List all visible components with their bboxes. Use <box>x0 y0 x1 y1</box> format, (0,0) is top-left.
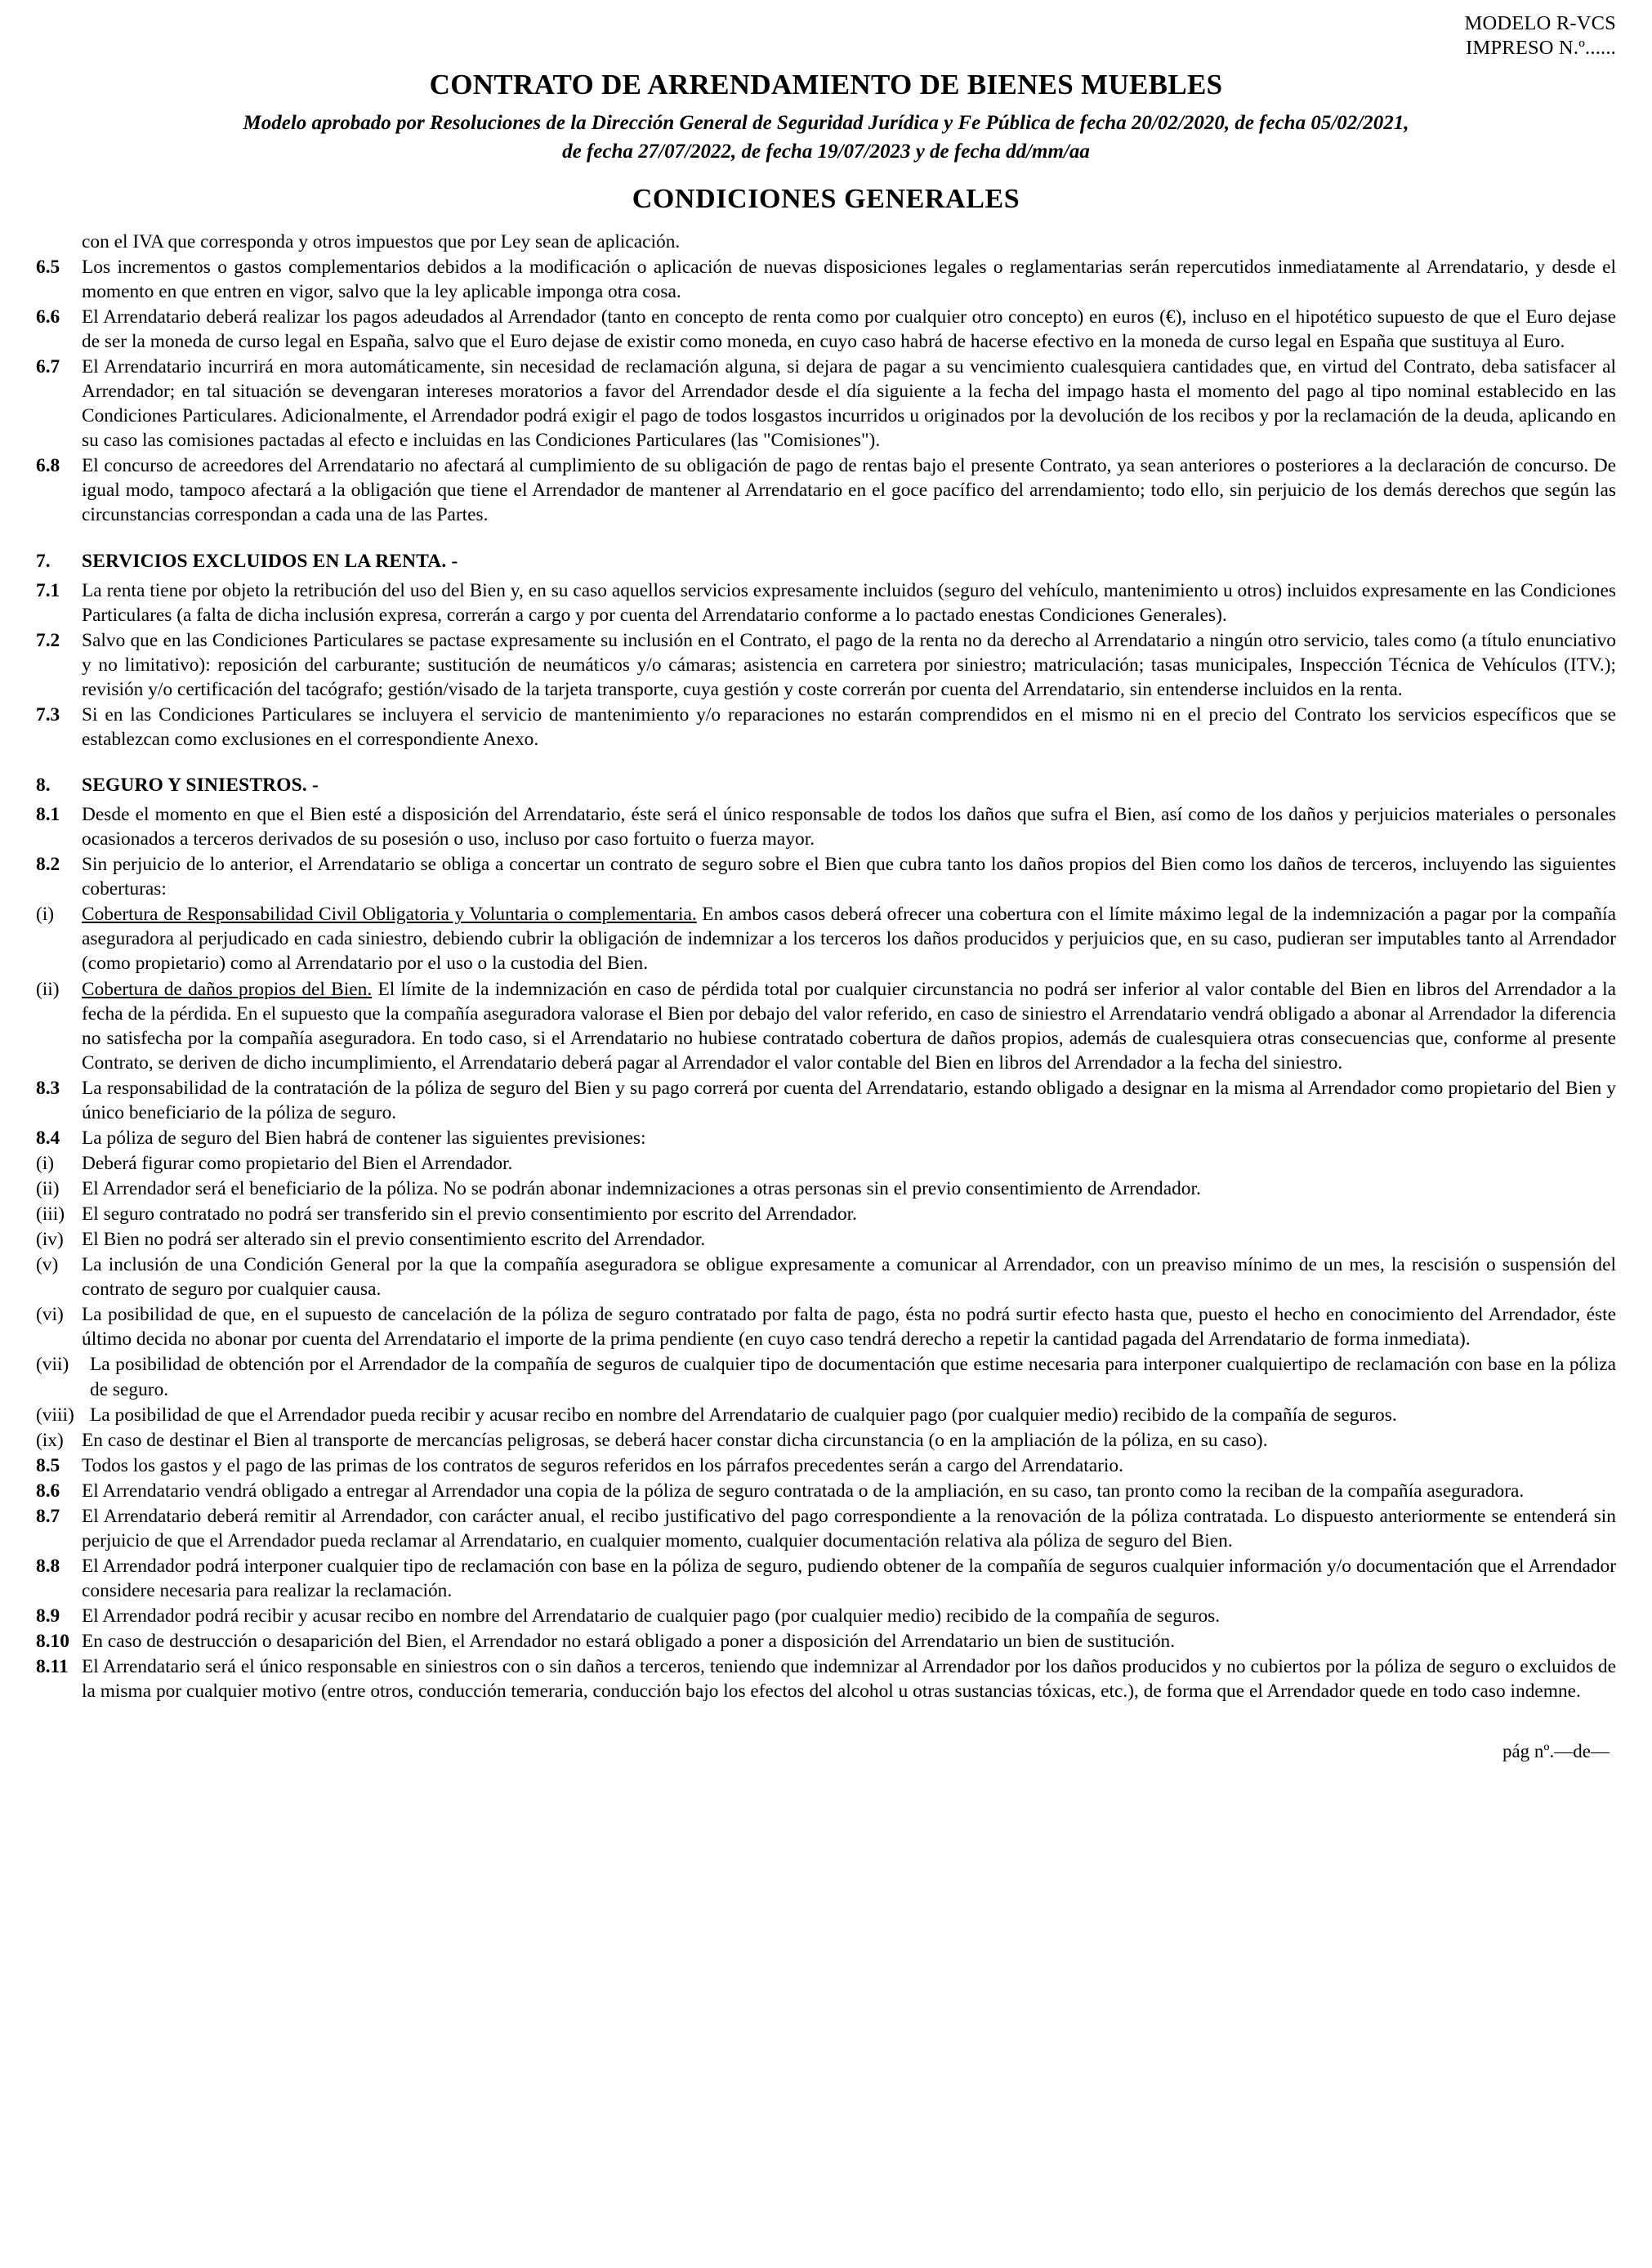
clause-number: 8.6 <box>36 1480 60 1502</box>
clause-number: 8.1 <box>36 804 60 826</box>
section-title: SEGURO Y SINIESTROS. - <box>82 775 319 796</box>
clause-7-2 <box>36 628 1616 702</box>
clause-8-4-item-ii <box>36 1176 1616 1201</box>
clause-number: (vi) <box>36 1304 64 1326</box>
clause-text <box>82 902 1616 976</box>
clause-text: El Arrendatario vendrá obligado a entregar al Arrendador una copia de la póliza de seguro contratada o de la ampliación, en su caso, tan pronto como la reciban de la compañía aseguradora. <box>82 1480 1525 1502</box>
clause-7-3 <box>36 703 1616 752</box>
clause-text: La póliza de seguro del Bien habrá de contener las siguientes previsiones: <box>82 1127 646 1149</box>
clause-text: El Arrendador podrá interponer cualquier tipo de reclamación con base en la póliza de seguro, pudiendo obtener de la compañía de seguros cualquier información y/o documentación que el Arrendador considere necesaria para realizar la reclamación. <box>82 1555 1616 1601</box>
clause-8-2 <box>36 852 1616 901</box>
document-body <box>36 230 1616 1704</box>
clause-6-8 <box>36 453 1616 527</box>
clause-text-underlined: Cobertura de daños propios del Bien. <box>82 978 373 1000</box>
clause-8-4-item-ix <box>36 1428 1616 1453</box>
clause-number: (v) <box>36 1254 59 1276</box>
clause-text: En caso de destinar el Bien al transporte de mercancías peligrosas, se deberá hacer constar dicha circunstancia (o en la ampliación de la póliza, en su caso). <box>82 1429 1268 1451</box>
clause-8-4 <box>36 1126 1616 1150</box>
clause-text: Sin perjuicio de lo anterior, el Arrendatario se obliga a concertar un contrato de seguro sobre el Bien que cubra tanto los daños propios del Bien como los daños de terceros, incluyendo las siguientes coberturas: <box>82 854 1616 900</box>
clause-8-4-item-vi <box>36 1302 1616 1351</box>
clause-number: 8.3 <box>36 1077 60 1099</box>
clause-8-4-item-viii <box>36 1403 1616 1427</box>
document-subtitle-line2: de fecha 27/07/2022, de fecha 19/07/2023 y de fecha dd/mm/aa <box>562 140 1090 163</box>
clause-8-2-item-ii <box>36 977 1616 1075</box>
clause-number: (ii) <box>36 978 60 1000</box>
clause-text-rest: El límite de la indemnización en caso de pérdida total por cualquier circunstancia no podrá ser inferior al valor contable del Bien en libros del Arrendador a la fecha de la pérdida. En el supuesto que la compañía aseguradora valorase el Bien por debajo del valor referido, en caso de siniestro el Arrendatario vendrá obligado a abonar al Arrendador la diferencia no satisfecha por la compañía aseguradora. En todo caso, si el Arrendatario no hubiese contratado cobertura de daños propios, además de cualesquiera otras consecuencias que, conforme al presente Contrato, se deriven de dicho incumplimiento, el Arrendatario deberá pagar al Arrendador el valor contable del Bien en libros del Arrendador a la fecha del siniestro. <box>82 978 1616 1074</box>
section-number: 8. <box>36 775 51 796</box>
clause-8-9 <box>36 1604 1616 1628</box>
clause-8-4-item-vii <box>36 1352 1616 1401</box>
clause-number: 6.5 <box>36 256 60 278</box>
clause-text: La posibilidad de que el Arrendador pueda recibir y acusar recibo en nombre del Arrendatario de cualquier pago (por cualquier medio) recibido de la compañía de seguros. <box>90 1404 1397 1426</box>
document-subtitle-line1: Modelo aprobado por Resoluciones de la Dirección General de Seguridad Jurídica y Fe Pública de fecha 20/02/2020, de fecha 05/02/2021, <box>243 111 1409 134</box>
clause-text: El Arrendatario incurrirá en mora automáticamente, sin necesidad de reclamación alguna, si dejara de pagar a su vencimiento cualesquiera cantidades que, en virtud del Contrato, deba satisfacer al Arrendador; en tal situación se devengaran intereses moratorios a favor del Arrendador desde el día siguiente a la fecha del impago hasta el momento del pago al tipo nominal establecido en las Condiciones Particulares. Adicionalmente, el Arrendador podrá exigir el pago de todos losgastos incurridos u originados por la devolución de los recibos y por la reclamación de la deuda, aplicando en su caso las comisiones pactadas al efecto e incluidas en las Condiciones Particulares (las "Comisiones"). <box>82 356 1616 452</box>
clause-number: 8.11 <box>36 1656 69 1678</box>
clause-8-8 <box>36 1554 1616 1603</box>
clause-8-10 <box>36 1629 1616 1654</box>
section-title: SERVICIOS EXCLUIDOS EN LA RENTA. - <box>82 550 458 572</box>
section-title-conditions: CONDICIONES GENERALES <box>632 183 1020 214</box>
clause-number: (ix) <box>36 1429 64 1451</box>
clause-8-4-item-iv <box>36 1227 1616 1252</box>
clause-number: (viii) <box>36 1404 74 1426</box>
clause-number: 8.10 <box>36 1631 69 1653</box>
clause-number: 7.1 <box>36 579 60 601</box>
clause-number: (ii) <box>36 1178 60 1199</box>
model-reference-line1: MODELO R-VCS <box>1464 12 1616 34</box>
clause-text: La posibilidad de obtención por el Arrendador de la compañía de seguros de cualquier tipo de documentación que estime necesaria para interponer cualquiertipo de reclamación con base en la póliza de seguro. <box>90 1354 1616 1400</box>
clause-number: 8.5 <box>36 1454 60 1476</box>
clause-6-7 <box>36 355 1616 453</box>
clause-text: El Arrendatario deberá realizar los pagos adeudados al Arrendador (tanto en concepto de renta como por cualquier otro concepto) en euros (€), incluso en el hipotético supuesto de que el Euro dejase de ser la moneda de curso legal en España, salvo que el Euro dejase de existir como moneda, en cuyo caso habrá de hacerse efectivo en la moneda de curso legal en España que sustituya al Euro. <box>82 306 1616 352</box>
clause-8-4-item-i <box>36 1151 1616 1176</box>
clause-text: El Arrendador podrá recibir y acusar recibo en nombre del Arrendatario de cualquier pago (por cualquier medio) recibido de la compañía de seguros. <box>82 1605 1221 1627</box>
page-footer: pág nº.—de— <box>1502 1741 1610 1762</box>
clause-number: 6.7 <box>36 356 60 378</box>
clause-number: 8.7 <box>36 1505 60 1527</box>
clause-text: El concurso de acreedores del Arrendatario no afectará al cumplimiento de su obligación de pago de rentas bajo el presente Contrato, ya sean anteriores o posteriores a la declaración de concurso. De igual modo, tampoco afectará a la obligación que tiene el Arrendador de mantener al Arrendatario en el goce pacífico del arrendamiento; todo ello, sin perjuicio de los demás derechos que según las circunstancias correspondan a cada una de las Partes. <box>82 455 1616 526</box>
clause-text: Salvo que en las Condiciones Particulares se pactase expresamente su inclusión en el Contrato, el pago de la renta no da derecho al Arrendatario a ningún otro servicio, tales como (a título enunciativo y no limitativo): reposición del carburante; sustitución de neumáticos y/o cámaras; asistencia en carretera por siniestro; matriculación; tasas municipales, Inspección Técnica de Vehículos (ITV.); revisión y/o certificación del tacógrafo; gestión/visado de la tarjeta transporte, cuya gestión y coste correrán por cuenta del Arrendatario, sin entenderse incluidos en la renta. <box>82 629 1616 700</box>
clause-6-5 <box>36 255 1616 304</box>
clause-text: El seguro contratado no podrá ser transferido sin el previo consentimiento por escrito del Arrendador. <box>82 1203 857 1226</box>
clause-number: 6.8 <box>36 455 60 477</box>
clause-text: El Arrendatario será el único responsable en siniestros con o sin daños a terceros, teniendo que indemnizar al Arrendador por los daños producidos y no cubiertos por la póliza de seguro o excluidos de la misma por cualquier motivo (entre otros, conducción temeraria, conducción bajo los efectos del alcohol u otras sustancias tóxicas, etc.), de forma que el Arrendador quede en todo caso indemne. <box>82 1656 1616 1703</box>
clause-text: La responsabilidad de la contratación de la póliza de seguro del Bien y su pago correrá por cuenta del Arrendatario, estando obligado a designar en la misma al Arrendador como propietario del Bien y único beneficiario de la póliza de seguro. <box>82 1077 1616 1123</box>
clause-text: La posibilidad de que, en el supuesto de cancelación de la póliza de seguro contratado por falta de pago, ésta no podrá surtir efecto hasta que, puesto el hecho en conocimiento del Arrendador, éste último decida no abonar por cuenta del Arrendatario el importe de la prima pendiente (en cuyo caso tendrá derecho a repetir la cantidad pagada del Arrendatario de forma inmediata). <box>82 1304 1616 1351</box>
clause-number: 8.2 <box>36 854 60 876</box>
clause-number: (vii) <box>36 1354 69 1376</box>
clause-8-7 <box>36 1504 1616 1553</box>
clause-number: 8.9 <box>36 1605 60 1627</box>
model-reference <box>36 11 1616 60</box>
clause-8-5 <box>36 1453 1616 1478</box>
clause-8-11 <box>36 1654 1616 1703</box>
clause-number: 7.2 <box>36 629 60 651</box>
clause-7-1 <box>36 578 1616 627</box>
clause-text: La inclusión de una Condición General por la que la compañía aseguradora se obligue expresamente a comunicar al Arrendador, con un preaviso mínimo de un mes, la rescisión o suspensión del contrato de seguro por cualquier causa. <box>82 1254 1616 1301</box>
clause-8-2-item-i <box>36 902 1616 976</box>
clause-number: 8.4 <box>36 1127 60 1149</box>
clause-number: (iii) <box>36 1203 65 1226</box>
clause-text-rest: En ambos casos deberá ofrecer una cobertura con el límite máximo legal de la indemnización a pagar por la compañía aseguradora al perjudicado en cada siniestro, debiendo cubrir la obligación de indemnizar a los terceros los daños producidos y perjuicios que, en su caso, pudieran ser imputables tanto al Arrendador (como propietario) como al Arrendatario por el uso o la custodia del Bien. <box>82 904 1616 975</box>
clause-text: El Arrendatario deberá remitir al Arrendador, con carácter anual, el recibo justificativo del pago correspondiente a la renovación de la póliza contratada. Lo dispuesto anteriormente se entenderá sin perjuicio de que el Arrendador pueda reclamar al Arrendatario, en cualquier momento, cualquier documentación relativa ala póliza de seguro del Bien. <box>82 1505 1616 1551</box>
clause-number: 8.8 <box>36 1555 60 1577</box>
clause-number: 7.3 <box>36 703 60 725</box>
clause-text: El Bien no podrá ser alterado sin el previo consentimiento escrito del Arrendador. <box>82 1229 706 1251</box>
model-reference-line2: IMPRESO N.º...... <box>1466 36 1616 59</box>
clause-text: Todos los gastos y el pago de las primas de los contratos de seguros referidos en los párrafos precedentes serán a cargo del Arrendatario. <box>82 1454 1123 1476</box>
clause-number: 6.6 <box>36 306 60 328</box>
clause-8-1 <box>36 802 1616 851</box>
clause-8-3 <box>36 1076 1616 1125</box>
clause-text <box>82 977 1616 1075</box>
clause-text: El Arrendador será el beneficiario de la póliza. No se podrán abonar indemnizaciones a otras personas sin el previo consentimiento de Arrendador. <box>82 1178 1201 1199</box>
clause-8-6 <box>36 1479 1616 1503</box>
clause-number: (i) <box>36 1152 55 1174</box>
clause-number: (i) <box>36 904 55 926</box>
section-heading-8 <box>36 773 1616 797</box>
clause-6-6 <box>36 305 1616 354</box>
clause-text: Los incrementos o gastos complementarios debidos a la modificación o aplicación de nuevas disposiciones legales o reglamentarias serán repercutidos inmediatamente al Arrendatario, y desde el momento en que entren en vigor, salvo que la ley aplicable imponga otra cosa. <box>82 256 1616 302</box>
clause-number: (iv) <box>36 1229 64 1251</box>
document-title: CONTRATO DE ARRENDAMIENTO DE BIENES MUEBLES <box>429 68 1223 100</box>
clause-text: Deberá figurar como propietario del Bien el Arrendador. <box>82 1152 513 1174</box>
section-number: 7. <box>36 550 51 572</box>
section-heading-7 <box>36 549 1616 574</box>
clause-text: La renta tiene por objeto la retribución del uso del Bien y, en su caso aquellos servicios expresamente incluidos (seguro del vehículo, mantenimiento u otros) incluidos expresamente en las Condiciones Particulares (a falta de dicha inclusión expresa, correrán a cargo y por cuenta del Arrendatario conforme a lo pactado enestas Condiciones Generales). <box>82 579 1616 626</box>
clause-text: En caso de destrucción o desaparición del Bien, el Arrendador no estará obligado a poner a disposición del Arrendatario un bien de sustitución. <box>82 1631 1176 1653</box>
document-subtitle <box>36 109 1616 166</box>
clause-8-4-item-iii <box>36 1202 1616 1226</box>
clause-text-underlined: Cobertura de Responsabilidad Civil Obligatoria y Voluntaria o complementaria. <box>82 904 697 926</box>
clause-text: Si en las Condiciones Particulares se incluyera el servicio de mantenimiento y/o reparaciones no estarán comprendidos en el mismo ni en el precio del Contrato los servicios específicos que se establezcan como exclusiones en el correspondiente Anexo. <box>82 703 1616 750</box>
lead-paragraph: con el IVA que corresponda y otros impuestos que por Ley sean de aplicación. <box>82 230 681 252</box>
clause-text: Desde el momento en que el Bien esté a disposición del Arrendatario, éste será el único responsable de todos los daños que sufra el Bien, así como de los daños y perjuicios materiales o personales ocasionados a terceros derivados de su posesión o uso, incluso por caso fortuito o fuerza mayor. <box>82 804 1616 850</box>
clause-8-4-item-v <box>36 1252 1616 1301</box>
